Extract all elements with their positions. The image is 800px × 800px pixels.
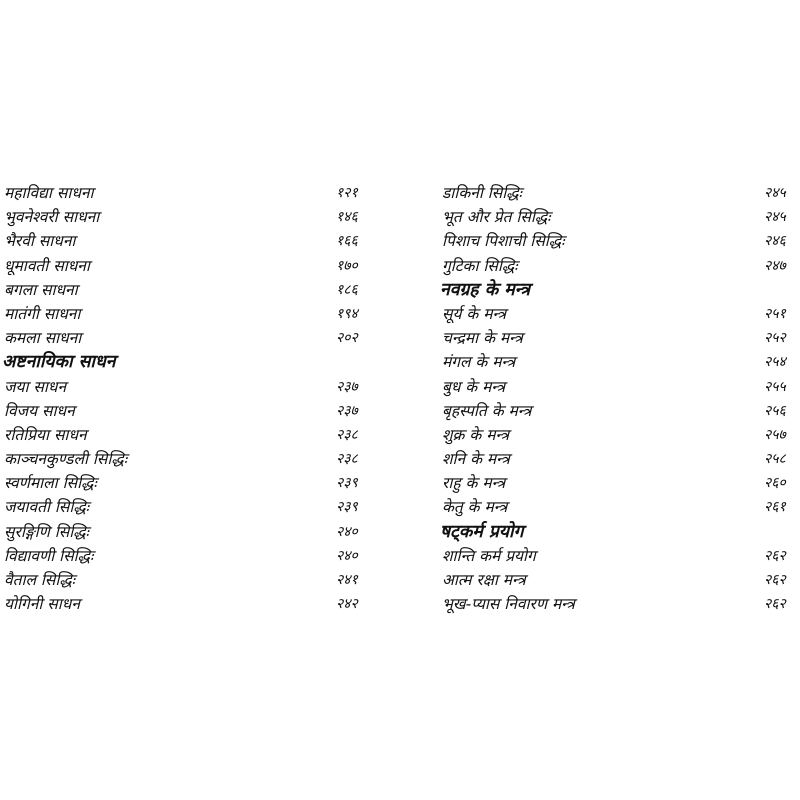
toc-page-number: २६१ bbox=[764, 499, 786, 516]
toc-left-column bbox=[0, 181, 392, 616]
toc-entry bbox=[0, 592, 392, 616]
toc-page-number: २५५ bbox=[764, 378, 786, 395]
toc-page-number: २३७ bbox=[336, 378, 358, 395]
toc-entry-title: आत्म रक्षा मन्त्र bbox=[442, 571, 526, 589]
toc-entry-title: भूत और प्रेत सिद्धिः bbox=[442, 208, 551, 227]
toc-entry-title: पिशाच पिशाची सिद्धिः bbox=[442, 232, 565, 251]
toc-entry bbox=[0, 471, 392, 495]
toc-page-number: २५४ bbox=[764, 354, 786, 371]
toc-page-number: २५७ bbox=[764, 426, 786, 443]
toc-page-number: २५८ bbox=[764, 451, 786, 468]
toc-entry bbox=[0, 568, 392, 592]
toc-entry bbox=[420, 568, 800, 592]
toc-entry bbox=[0, 181, 392, 205]
toc-entry-title: बगला साधना bbox=[4, 280, 78, 299]
toc-page-number: १४६ bbox=[336, 209, 358, 226]
toc-page-number: २६२ bbox=[764, 572, 786, 588]
toc-page-number: २३९ bbox=[336, 499, 358, 516]
toc-entry bbox=[420, 447, 800, 471]
toc-entry-title: नवग्रह के मन्त्र bbox=[440, 279, 531, 300]
toc-section-heading bbox=[420, 278, 800, 302]
toc-page-number: २४० bbox=[336, 547, 358, 564]
toc-entry-title: वैताल सिद्धिः bbox=[4, 571, 75, 589]
toc-entry-title: भुवनेश्वरी साधना bbox=[4, 208, 100, 227]
toc-entry-title: धूमावती साधना bbox=[4, 256, 90, 275]
toc-page-number: २४५ bbox=[764, 185, 786, 201]
toc-entry-title: जयावती सिद्धिः bbox=[4, 498, 89, 517]
toc-page-number: १८६ bbox=[336, 281, 358, 298]
toc-page-number: १२१ bbox=[336, 185, 358, 201]
toc-entry-title: भैरवी साधना bbox=[4, 232, 76, 251]
toc-entry-title: बृहस्पति के मन्त्र bbox=[442, 401, 532, 420]
toc-entry-title: गुटिका सिद्धिः bbox=[442, 256, 518, 275]
toc-page-number: २६२ bbox=[764, 547, 786, 564]
toc-page-number: २३८ bbox=[336, 451, 358, 468]
toc-entry-title: रतिप्रिया साधन bbox=[4, 425, 87, 444]
toc-page-number: १६६ bbox=[336, 233, 358, 250]
toc-page-number: २५६ bbox=[764, 402, 786, 419]
toc-entry bbox=[0, 544, 392, 568]
toc-entry-title: विद्यावणी सिद्धिः bbox=[4, 546, 94, 565]
toc-entry bbox=[420, 254, 800, 278]
toc-entry-title: षट्कर्म प्रयोग bbox=[440, 521, 524, 542]
toc-entry bbox=[420, 350, 800, 374]
toc-entry-title: सूर्य के मन्त्र bbox=[442, 304, 507, 323]
toc-entry-title: चन्द्रमा के मन्त्र bbox=[442, 329, 523, 348]
toc-entry bbox=[420, 495, 800, 519]
toc-entry bbox=[0, 447, 392, 471]
toc-entry-title: विजय साधन bbox=[4, 401, 75, 420]
toc-entry bbox=[420, 181, 800, 205]
toc-entry bbox=[0, 399, 392, 423]
toc-entry bbox=[0, 229, 392, 253]
toc-entry-title: योगिनी साधन bbox=[4, 595, 80, 614]
toc-entry-title: सुरङ्गिणि सिद्धिः bbox=[4, 522, 89, 541]
toc-entry bbox=[420, 423, 800, 447]
toc-page-number: २५२ bbox=[764, 330, 786, 347]
toc-entry-title: शुक्र के मन्त्र bbox=[442, 425, 510, 444]
toc-entry bbox=[420, 399, 800, 423]
toc-page-number: २४७ bbox=[764, 257, 786, 274]
toc-page-number: २६२ bbox=[764, 596, 786, 613]
toc-entry bbox=[0, 423, 392, 447]
toc-entry bbox=[420, 205, 800, 229]
toc-entry-title: भूख-प्यास निवारण मन्त्र bbox=[442, 595, 575, 614]
toc-entry-title: शान्ति कर्म प्रयोग bbox=[442, 546, 536, 565]
toc-entry bbox=[0, 495, 392, 519]
toc-page-number: २३७ bbox=[336, 402, 358, 419]
toc-page-number: २४६ bbox=[764, 233, 786, 250]
toc-entry bbox=[0, 375, 392, 399]
toc-page-number: १७० bbox=[336, 257, 358, 274]
toc-entry-title: बुध के मन्त्र bbox=[442, 377, 506, 396]
toc-entry bbox=[420, 229, 800, 253]
toc-entry-title: जया साधन bbox=[4, 377, 67, 396]
toc-page-number: २०२ bbox=[336, 330, 358, 347]
toc-entry-title: डाकिनी सिद्धिः bbox=[442, 184, 522, 202]
toc-page-number: २५१ bbox=[764, 305, 786, 322]
toc-page-number: २४० bbox=[336, 523, 358, 540]
toc-entry-title: काञ्चनकुण्डली सिद्धिः bbox=[4, 450, 127, 469]
toc-entry bbox=[0, 326, 392, 350]
toc-entry-title: केतु के मन्त्र bbox=[442, 498, 508, 517]
toc-section-heading bbox=[420, 520, 800, 544]
toc-entry bbox=[420, 375, 800, 399]
toc-page-number: २३८ bbox=[336, 426, 358, 443]
toc-entry bbox=[420, 544, 800, 568]
toc-right-column bbox=[420, 181, 800, 616]
toc-entry-title: मातंगी साधना bbox=[4, 304, 81, 323]
toc-entry bbox=[0, 205, 392, 229]
toc-entry-title: अष्टनायिका साधन bbox=[2, 352, 116, 373]
toc-page-number: २३९ bbox=[336, 475, 358, 492]
toc-entry bbox=[0, 254, 392, 278]
toc-page-number: २४१ bbox=[336, 572, 358, 588]
toc-page-number: २६० bbox=[764, 475, 786, 492]
toc-page-number: २४२ bbox=[336, 596, 358, 613]
toc-page-number: १९४ bbox=[336, 305, 358, 322]
toc-entry bbox=[420, 302, 800, 326]
toc-entry bbox=[0, 302, 392, 326]
toc-entry bbox=[420, 471, 800, 495]
toc-entry-title: राहु के मन्त्र bbox=[442, 474, 506, 493]
toc-entry bbox=[0, 520, 392, 544]
toc-entry-title: कमला साधना bbox=[4, 329, 82, 348]
toc-entry bbox=[420, 326, 800, 350]
toc-entry-title: मंगल के मन्त्र bbox=[442, 353, 516, 372]
toc-entry bbox=[0, 278, 392, 302]
toc-entry bbox=[420, 592, 800, 616]
toc-section-heading bbox=[0, 350, 392, 374]
toc-entry-title: शनि के मन्त्र bbox=[442, 450, 510, 469]
toc-page-number: २४५ bbox=[764, 209, 786, 226]
toc-entry-title: स्वर्णमाला सिद्धिः bbox=[4, 474, 97, 493]
toc-entry-title: महाविद्या साधना bbox=[4, 184, 94, 202]
